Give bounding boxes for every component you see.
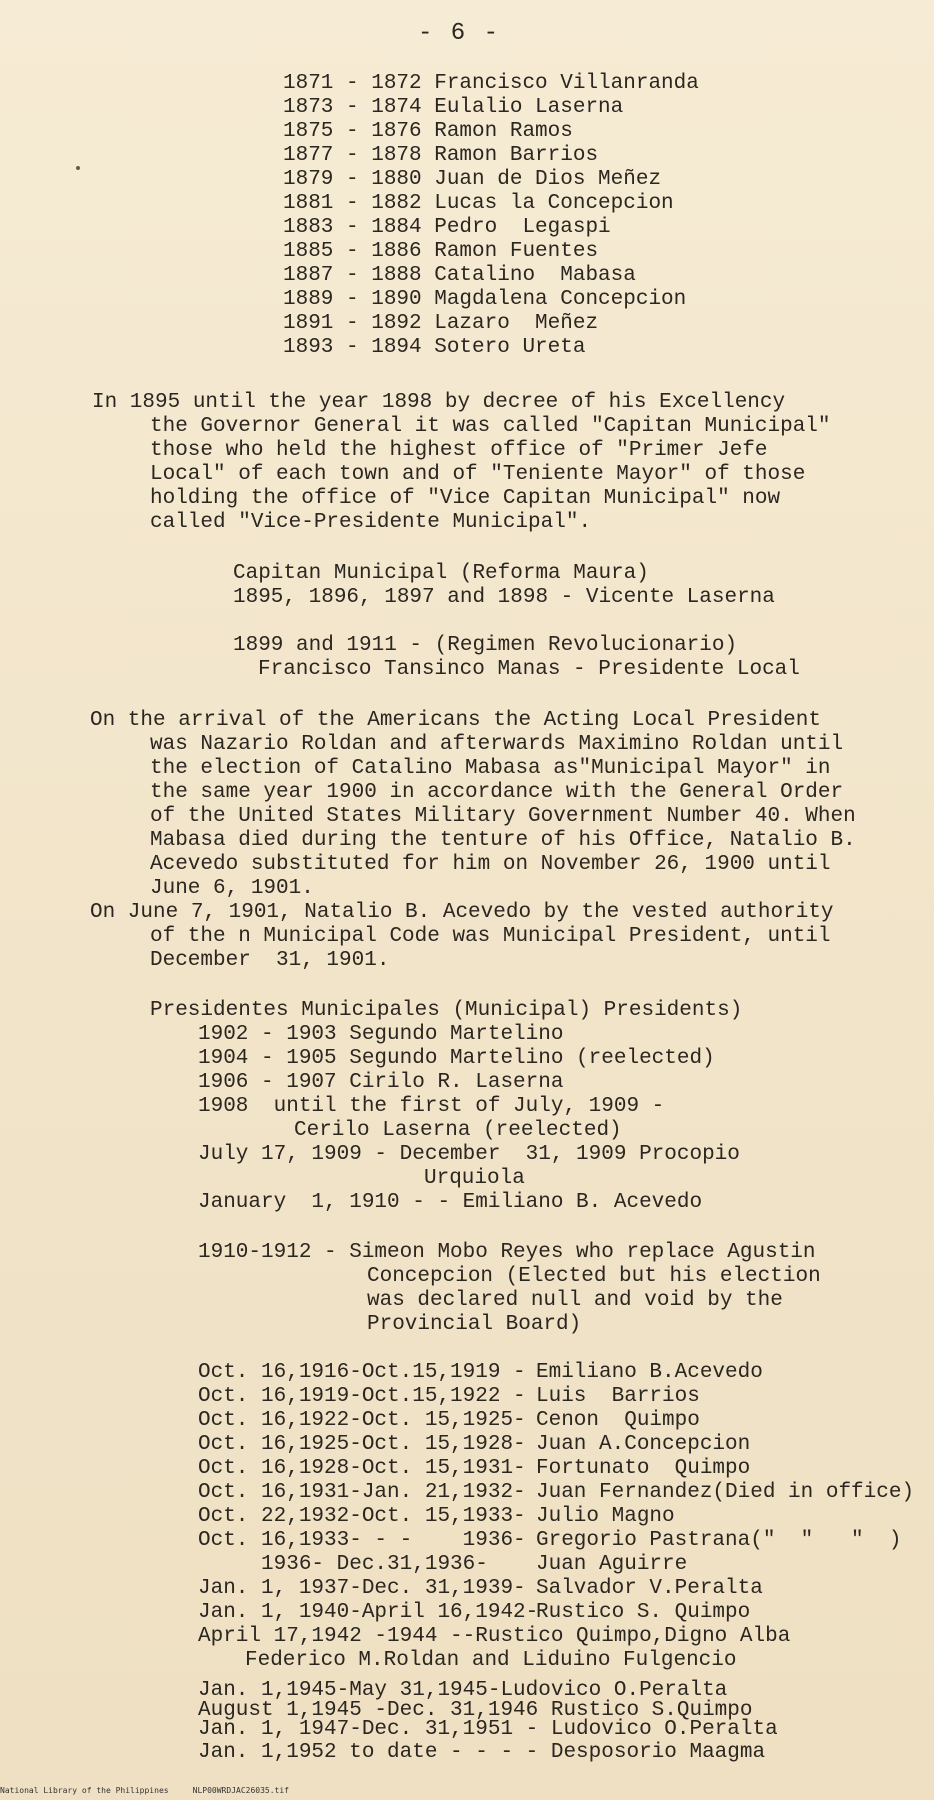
list-item: 1902 - 1903 Segundo Martelino bbox=[198, 1023, 564, 1046]
list-item: 1883 - 1884 Pedro Legaspi bbox=[283, 216, 611, 239]
scan-footer: National Library of the Philippines NLP00WRDJAC26035.tif bbox=[0, 1786, 289, 1795]
paragraph-line: of the United States Military Government Number 40. When bbox=[150, 805, 856, 828]
list-item: Federico M.Roldan and Liduino Fulgencio bbox=[245, 1649, 737, 1672]
term-name: Luis Barrios bbox=[536, 1385, 700, 1408]
term-name: Gregorio Pastrana(" " " ) bbox=[536, 1529, 902, 1552]
ink-mark bbox=[76, 166, 80, 170]
paragraph-line: June 6, 1901. bbox=[150, 877, 314, 900]
list-item: 1895, 1896, 1897 and 1898 - Vicente Laserna bbox=[233, 586, 775, 609]
term-period: Oct. 16,1919-Oct.15,1922 - bbox=[198, 1385, 526, 1408]
list-item: 1889 - 1890 Magdalena Concepcion bbox=[283, 288, 687, 311]
paragraph-line: was Nazario Roldan and afterwards Maximino Roldan until bbox=[150, 733, 844, 756]
list-item: Cerilo Laserna (reelected) bbox=[294, 1119, 622, 1142]
list-item: 1871 - 1872 Francisco Villanranda bbox=[283, 72, 699, 95]
list-item: 1879 - 1880 Juan de Dios Meñez bbox=[283, 168, 662, 191]
term-period: Oct. 16,1916-Oct.15,1919 - bbox=[198, 1361, 526, 1384]
list-item: 1906 - 1907 Cirilo R. Laserna bbox=[198, 1071, 564, 1094]
list-item: 1873 - 1874 Eulalio Laserna bbox=[283, 96, 624, 119]
paragraph-line: holding the office of "Vice Capitan Municipal" now bbox=[150, 487, 781, 510]
list-item: 1881 - 1882 Lucas la Concepcion bbox=[283, 192, 674, 215]
term-period: Oct. 16,1922-Oct. 15,1925- bbox=[198, 1409, 526, 1432]
paragraph-line: On the arrival of the Americans the Acting Local President bbox=[90, 709, 821, 732]
term-period: 1936- Dec.31,1936- bbox=[198, 1553, 488, 1576]
list-item: Jan. 1,1945-May 31,1945-Ludovico O.Peralta bbox=[198, 1679, 728, 1702]
list-item: Francisco Tansinco Manas - Presidente Local bbox=[258, 658, 800, 681]
term-name: Salvador V.Peralta bbox=[536, 1577, 763, 1600]
section-heading: Presidentes Municipales (Municipal) Presidents) bbox=[150, 999, 743, 1022]
list-item: 1908 until the first of July, 1909 - bbox=[198, 1095, 665, 1118]
paragraph-line: On June 7, 1901, Natalio B. Acevedo by the vested authority bbox=[90, 901, 834, 924]
paragraph-line: In 1895 until the year 1898 by decree of his Excellency bbox=[92, 391, 786, 414]
term-name: Julio Magno bbox=[536, 1505, 675, 1528]
list-item: July 17, 1909 - December 31, 1909 Procopio bbox=[198, 1143, 740, 1166]
list-item: 1885 - 1886 Ramon Fuentes bbox=[283, 240, 599, 263]
list-item: was declared null and void by the bbox=[367, 1289, 783, 1312]
paragraph-line: December 31, 1901. bbox=[150, 949, 390, 972]
list-item: August 1,1945 -Dec. 31,1946 Rustico S.Quimpo bbox=[198, 1699, 753, 1722]
term-period: Jan. 1, 1940-April 16,1942- bbox=[198, 1601, 539, 1624]
list-item: Provincial Board) bbox=[367, 1313, 582, 1336]
paragraph-line: Local" of each town and of "Teniente Mayor" of those bbox=[150, 463, 806, 486]
list-item: Jan. 1, 1947-Dec. 31,1951 - Ludovico O.Peralta bbox=[198, 1718, 778, 1741]
term-period: Jan. 1, 1937-Dec. 31,1939- bbox=[198, 1577, 526, 1600]
term-period: Oct. 16,1931-Jan. 21,1932- bbox=[198, 1481, 526, 1504]
list-item: 1875 - 1876 Ramon Ramos bbox=[283, 120, 573, 143]
list-item: 1904 - 1905 Segundo Martelino (reelected) bbox=[198, 1047, 715, 1070]
list-item: January 1, 1910 - - Emiliano B. Acevedo bbox=[198, 1191, 703, 1214]
term-period: Oct. 16,1933- - - 1936- bbox=[198, 1529, 526, 1552]
section-heading: Capitan Municipal (Reforma Maura) bbox=[233, 562, 649, 585]
paragraph-line: the election of Catalino Mabasa as"Municipal Mayor" in bbox=[150, 757, 831, 780]
list-item: 1887 - 1888 Catalino Mabasa bbox=[283, 264, 636, 287]
paragraph-line: those who held the highest office of "Primer Jefe bbox=[150, 439, 768, 462]
list-item: 1899 and 1911 - (Regimen Revolucionario) bbox=[233, 634, 738, 657]
paragraph-line: the same year 1900 in accordance with the General Order bbox=[150, 781, 844, 804]
term-name: Rustico S. Quimpo bbox=[536, 1601, 751, 1624]
list-item: 1891 - 1892 Lazaro Meñez bbox=[283, 312, 599, 335]
list-item: 1910-1912 - Simeon Mobo Reyes who replace Agustin bbox=[198, 1241, 816, 1264]
term-period: Oct. 16,1928-Oct. 15,1931- bbox=[198, 1457, 526, 1480]
paragraph-line: of the n Municipal Code was Municipal President, until bbox=[150, 925, 831, 948]
term-period: Oct. 16,1925-Oct. 15,1928- bbox=[198, 1433, 526, 1456]
term-name: Emiliano B.Acevedo bbox=[536, 1361, 763, 1384]
term-name: Fortunato Quimpo bbox=[536, 1457, 751, 1480]
term-name: Juan Aguirre bbox=[536, 1553, 688, 1576]
paragraph-line: called "Vice-Presidente Municipal". bbox=[150, 511, 592, 534]
list-item: Concepcion (Elected but his election bbox=[367, 1265, 821, 1288]
page-number: - 6 - bbox=[418, 20, 501, 47]
list-item: April 17,1942 -1944 --Rustico Quimpo,Digno Alba bbox=[198, 1625, 791, 1648]
list-item: 1893 - 1894 Sotero Ureta bbox=[283, 336, 586, 359]
paragraph-line: the Governor General it was called "Capitan Municipal" bbox=[150, 415, 831, 438]
term-period: Oct. 22,1932-Oct. 15,1933- bbox=[198, 1505, 526, 1528]
list-item: Jan. 1,1952 to date - - - - Desposorio Maagma bbox=[198, 1741, 766, 1764]
term-name: Cenon Quimpo bbox=[536, 1409, 700, 1432]
list-item: Urquiola bbox=[424, 1167, 525, 1190]
list-item: 1877 - 1878 Ramon Barrios bbox=[283, 144, 599, 167]
paragraph-line: Mabasa died during the tenture of his Office, Natalio B. bbox=[150, 829, 856, 852]
paragraph-line: Acevedo substituted for him on November 26, 1900 until bbox=[150, 853, 831, 876]
term-name: Juan A.Concepcion bbox=[536, 1433, 751, 1456]
term-name: Juan Fernandez(Died in office) bbox=[536, 1481, 915, 1504]
